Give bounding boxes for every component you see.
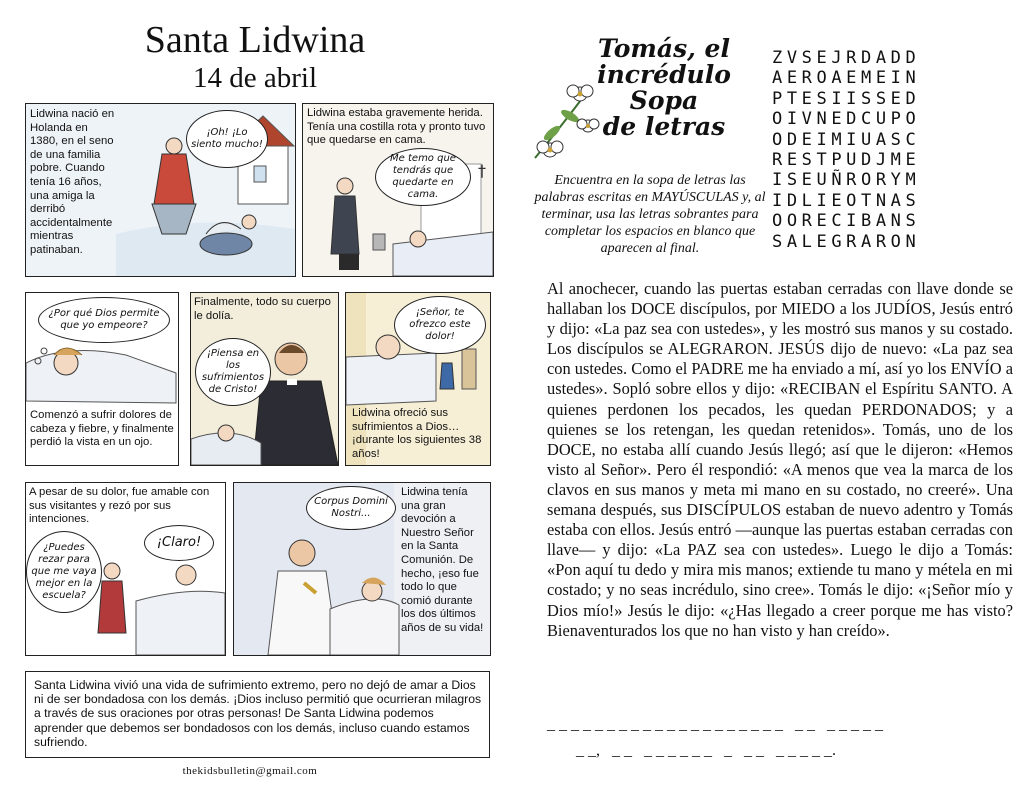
panel-1-speech-bubble: ¡Oh! ¡Lo siento mucho!	[186, 110, 268, 168]
comic-panel-5	[345, 292, 491, 466]
grid-row: RESTPUDJME	[772, 150, 921, 171]
answer-blanks-line-2: _ _, _ _ _ _ _ _ _ _ _ _ _ _ _ _ _ _.	[576, 742, 836, 759]
panel-3-speech-bubble: ¿Por qué Dios permite que yo empeore?	[38, 297, 170, 343]
panel-3-caption: Comenzó a sufrir dolores de cabeza y fiebre, y finalmente perdió la vista en un ojo.	[30, 409, 174, 449]
gospel-story: Al anochecer, cuando las puertas estaban cerradas con llave donde se hallaban los DOCE discípulos, por MIEDO a los JUDÍOS, Jesús entró y dijo: «La paz sea con ustedes», y les mostró sus manos y su costado. Los discípulos se ALEGRARON. JESÚS dijo de nuevo: «La paz sea con ustedes. Como el PADRE me ha enviado a mí, así yo los ENVÍO a ustedes». Sopló sobre ellos y dijo: «RECIBAN el Espíritu SANTO. A quienes perdonen los pecados, les quedan PERDONADOS; y a quienes se los retengan, les quedan retenidos». Tomás, uno de los DOCE, no estaba allí cuando Jesús llegó; así que le dijeron: «Hemos visto al Señor». Pero él respondió: «A menos que vea la marca de los clavos en sus manos y meta mi mano en su costado, no creeré». Una semana después, sus DISCÍPULOS estaban de nuevo adentro y Tomás estaba con ellos. Jesús entró —aunque las puertas estaban cerradas con llave— y dijo: «La PAZ sea con ustedes». Luego le dijo a Tomás: «Pon aquí tu dedo y mira mis manos; extiende tu mano y métela en mi costado; y no seas incrédulo, sino cree». Tomás le dijo: «¡Señor mío y Dios mío!» Jesús le dijo: «¿Has llegado a creer porque me has visto? Bienaventurados los que no han visto y han creído».	[547, 279, 1013, 640]
answer-blanks-line-1: _ _ _ _ _ _ _ _ _ _ _ _ _ _ _ _ _ _ _ _ _ _ _ _ _ _ _	[547, 716, 883, 733]
panel-6-speech-bubble-answer: ¡Claro!	[144, 525, 214, 561]
feast-date: 14 de abril	[192, 62, 317, 94]
grid-row: SALEGRARON	[772, 231, 921, 252]
word-search-grid	[772, 48, 920, 252]
page-title: Santa Lidwina	[144, 19, 366, 61]
grid-row: AEROAEMEIN	[772, 68, 921, 89]
panel-4-caption: Finalmente, todo su cuerpo le dolía.	[194, 296, 331, 322]
grid-row: IDLIEOTNAS	[772, 190, 921, 211]
comic-panel-6	[25, 482, 226, 656]
grid-row: ODEIMIUASC	[772, 129, 921, 150]
grid-row: PTESIISSED	[772, 88, 921, 109]
panel-2-speech-bubble: Me temo que tendrás que quedarte en cama.	[375, 148, 471, 206]
summary-box	[25, 671, 490, 758]
puzzle-title-line-2: incrédulo	[597, 60, 731, 89]
puzzle-title-line-1: Tomás, el	[598, 34, 730, 63]
grid-row: OIVNEDCUPO	[772, 109, 921, 130]
grid-row: ZVSEJRDADD	[772, 48, 921, 68]
comic-panel-2	[302, 103, 494, 277]
panel-4-speech-bubble: ¡Piensa en los sufrimientos de Cristo!	[195, 338, 271, 406]
grid-row: OORECIBANS	[772, 211, 921, 232]
comic-panel-7	[233, 482, 491, 656]
panel-5-caption: Lidwina ofreció sus sufrimientos a Dios… ¡durante los siguientes 38 años!	[352, 407, 482, 460]
puzzle-title-line-3: Sopa	[629, 86, 699, 115]
panel-7-speech-bubble: Corpus Domini Nostri...	[306, 486, 396, 530]
panel-6-caption: A pesar de su dolor, fue amable con sus visitantes y rezó por sus intenciones.	[29, 486, 210, 526]
panel-6-speech-bubble-question: ¿Puedes rezar para que me vaya mejor en la escuela?	[26, 531, 102, 613]
grid-row: ISEUÑRORYM	[772, 170, 921, 191]
summary-text: Santa Lidwina vivió una vida de sufrimiento extremo, pero no dejó de amar a Dios ni de ser bondadosa con los demás. ¡Dios incluso permitió que ocurrieran milagros a través de sus oraciones por otras personas! De Santa Lidwina podemos aprender que debemos ser bondadosos con los demás, incluso cuando estamos sufriendo.	[34, 678, 482, 749]
panel-1-caption: Lidwina nació en Holanda en 1380, en el seno de una familia pobre. Cuando tenía 16 años, una amiga la derribó accidentalmente mientras patinaban.	[30, 108, 115, 256]
puzzle-title	[576, 36, 752, 140]
comic-panel-3	[25, 292, 179, 466]
panel-2-caption: Lidwina estaba gravemente herida. Tenía una costilla rota y pronto tuvo que quedarse en cama.	[307, 107, 486, 147]
puzzle-instructions: Encuentra en la sopa de letras las palabras escritas en MAYÚSCULAS y, al terminar, usa las letras sobrantes para completar los espacios en blanco que aparecen al final.	[534, 173, 766, 256]
comic-panel-4	[190, 292, 339, 466]
panel-5-speech-bubble: ¡Señor, te ofrezco este dolor!	[394, 296, 486, 354]
contact-email: thekidsbulletin@gmail.com	[182, 765, 318, 777]
puzzle-title-line-4: de letras	[602, 112, 726, 141]
panel-7-caption: Lidwina tenía una gran devoción a Nuestro Señor en la Santa Comunión. De hecho, ¡eso fue todo lo que comió durante los dos últimos años de su vida!	[401, 486, 484, 634]
svg-text:†: †	[478, 161, 486, 180]
comic-panel-1	[25, 103, 296, 277]
